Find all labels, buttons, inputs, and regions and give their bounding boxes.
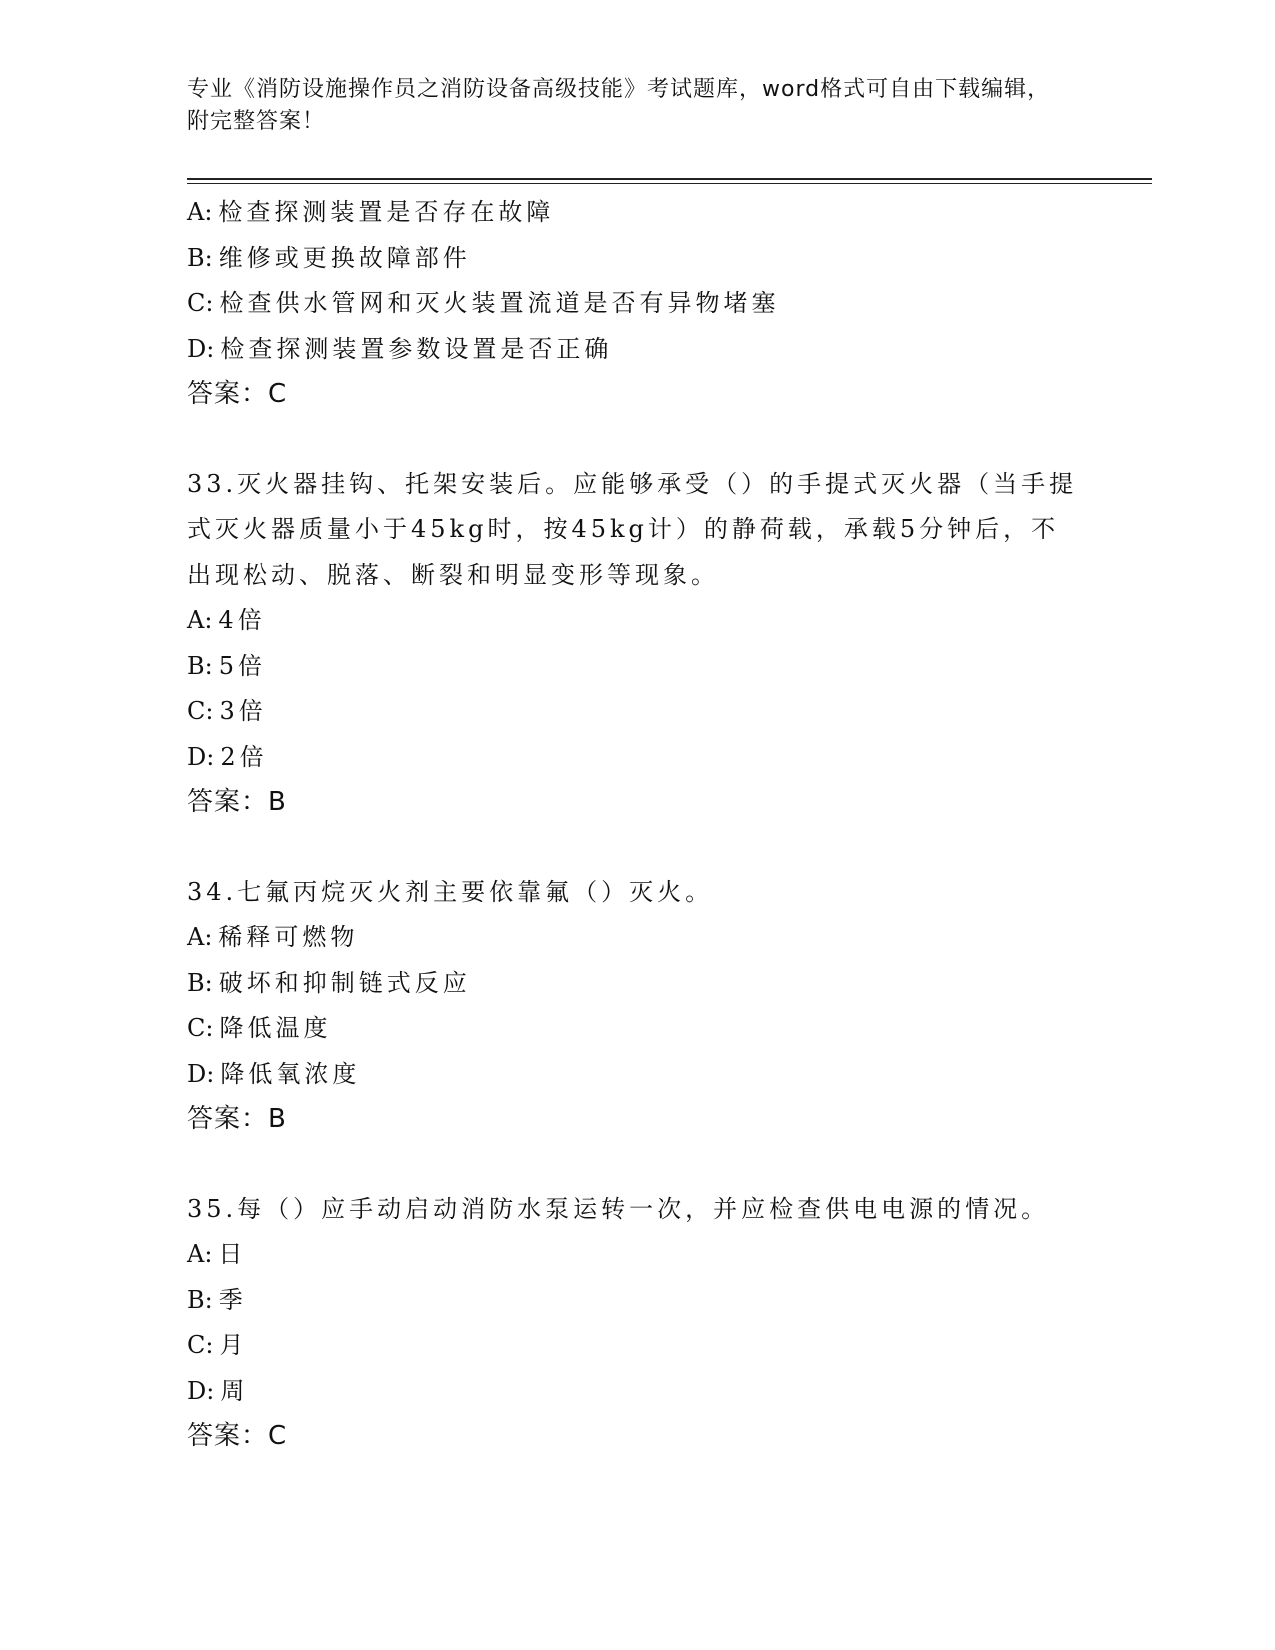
option-text: 降低氧浓度 [220,1059,361,1088]
option-text: 日 [218,1240,247,1268]
option-a [187,190,1087,236]
option-text: 周 [220,1376,249,1405]
option-label: D: [187,334,215,363]
option-label: C: [187,1331,214,1359]
question-33 [187,462,1087,826]
option-label: C: [187,1014,214,1042]
option-text: 3倍 [219,697,267,725]
answer-line: 答案：C [187,379,288,409]
option-text: 降低温度 [219,1014,332,1042]
option-c [187,689,1087,735]
option-text: 2倍 [220,742,268,771]
answer-line: 答案：B [187,787,287,817]
option-text: 检查供水管网和灭火装置流道是否有异物堵塞 [219,289,780,317]
option-d [187,735,1087,781]
option-c [187,1006,1087,1052]
header-divider-thick [187,178,1152,180]
option-label: A: [187,923,213,951]
option-b [187,644,1087,690]
option-label: C: [187,697,214,725]
option-text: 季 [218,1285,247,1314]
option-d [187,1052,1087,1098]
option-text: 稀释可燃物 [218,923,359,951]
option-b [187,961,1087,1007]
option-label: A: [187,606,213,634]
option-text: 4倍 [218,606,266,634]
option-a [187,1232,1087,1278]
option-a [187,598,1087,644]
option-label: D: [187,742,215,771]
option-d [187,327,1087,373]
option-label: B: [187,243,213,272]
answer-line: 答案：B [187,1104,287,1134]
question-text: 35.每（）应手动启动消防水泵运转一次，并应检查供电电源的情况。 [187,1194,1050,1223]
question-34 [187,870,1087,1143]
question-list [187,190,1087,1460]
option-label: D: [187,1376,215,1405]
question-text: 34.七氟丙烷灭火剂主要依靠氟（）灭火。 [187,877,714,906]
question-35 [187,1187,1087,1460]
option-text: 检查探测装置参数设置是否正确 [220,334,613,363]
option-label: C: [187,289,214,317]
question-text: 33.灭火器挂钩、托架安装后。应能够承受（）的手提式灭火器（当手提式灭火器质量小于45kg时，按45kg计）的静荷载，承载5分钟后，不出现松动、脱落、断裂和明显变形等现象。 [187,469,1078,589]
option-text: 5倍 [218,651,267,680]
option-label: D: [187,1059,215,1088]
option-text: 维修或更换故障部件 [218,243,471,272]
option-label: A: [187,1240,213,1268]
question-block-continued [187,190,1087,418]
option-label: B: [187,651,213,680]
option-text: 破坏和抑制链式反应 [218,968,471,997]
document-intro: 专业《消防设施操作员之消防设备高级技能》考试题库，word格式可自由下载编辑，附完整答案！ [187,77,1051,134]
option-b [187,1278,1087,1324]
option-b [187,236,1087,282]
answer-line: 答案：C [187,1421,288,1451]
option-text: 检查探测装置是否存在故障 [218,198,555,226]
option-label: A: [187,198,213,226]
option-label: B: [187,1285,213,1314]
option-c [187,281,1087,327]
option-c [187,1323,1087,1369]
option-d [187,1369,1087,1415]
header-divider-thin [187,183,1152,184]
option-a [187,915,1087,961]
option-label: B: [187,968,213,997]
option-text: 月 [219,1331,248,1359]
